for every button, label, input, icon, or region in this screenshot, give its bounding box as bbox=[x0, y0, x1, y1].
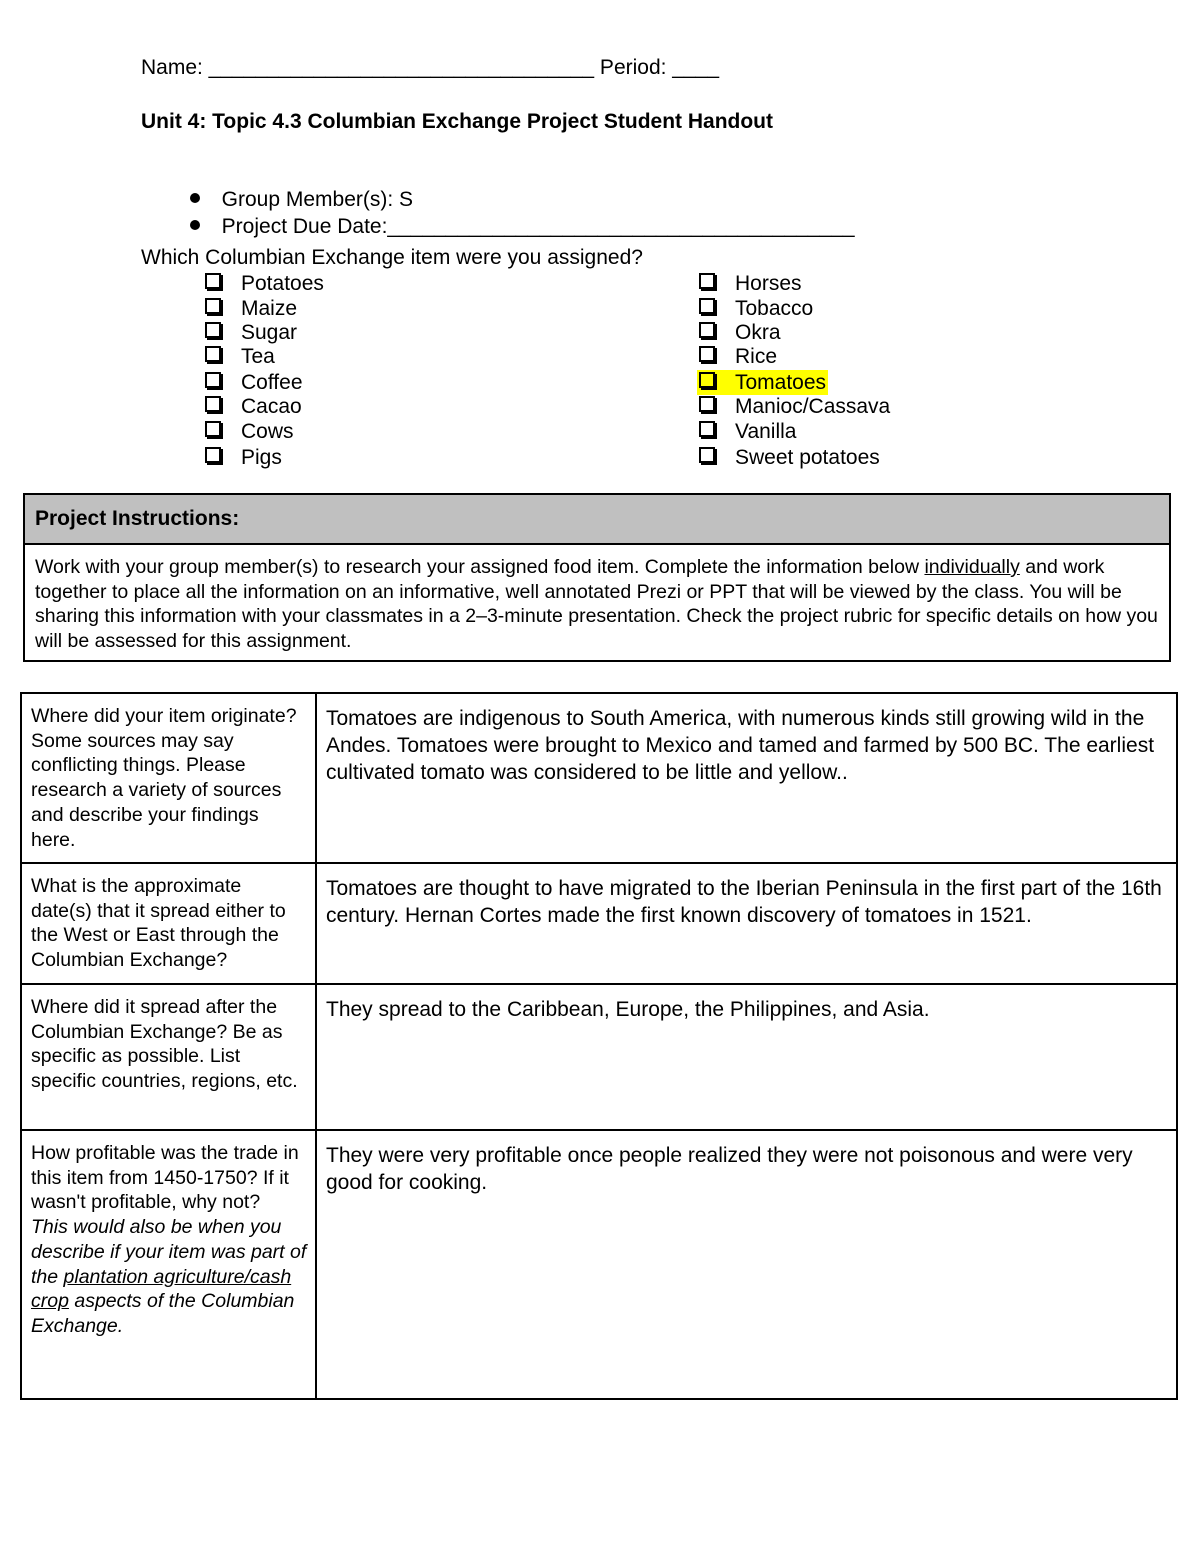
option-label: Tomatoes bbox=[735, 371, 827, 394]
checkbox-icon[interactable] bbox=[205, 273, 221, 289]
bullet-due-date bbox=[178, 191, 855, 239]
profitability-question-text: How profitable was the trade in this item from 1450-1750? If it wasn't profitable, why not? bbox=[31, 1142, 299, 1214]
answer-spread-where[interactable]: They spread to the Caribbean, Europe, the Philippines, and Asia. bbox=[316, 984, 1177, 1130]
option-label: Sugar bbox=[241, 321, 298, 344]
option-label: Horses bbox=[735, 272, 802, 295]
option-label: Tobacco bbox=[735, 297, 814, 320]
instructions-text-2: and work together to place all the information on an informative, well annotated Prezi or PPT that will be viewed by the class. You will be sharing this information with your classmates in a 2–3-minute presentation. Check the project rubric for specific details on how you will be assessed for this assignment. bbox=[35, 556, 1158, 652]
answer-profitability[interactable]: They were very profitable once people realized they were not poisonous and were very good for cooking. bbox=[316, 1130, 1177, 1399]
option-maize[interactable] bbox=[205, 296, 297, 321]
answer-spread-date[interactable]: Tomatoes are thought to have migrated to the Iberian Peninsula in the first part of the 16th century. Hernan Cortes made the first known discovery of tomatoes in 1521. bbox=[316, 863, 1177, 984]
checkbox-icon[interactable] bbox=[699, 346, 715, 362]
checkbox-icon[interactable] bbox=[699, 421, 715, 437]
question-profitability bbox=[21, 1130, 316, 1399]
option-rice[interactable] bbox=[699, 344, 777, 369]
instructions-individually: individually bbox=[924, 556, 1020, 578]
name-period-line: Name: _________________________________ Period: ____ bbox=[141, 56, 720, 79]
option-tobacco[interactable] bbox=[699, 296, 813, 321]
option-coffee[interactable] bbox=[205, 370, 303, 395]
question-spread-where: Where did it spread after the Columbian Exchange? Be as specific as possible. List specific countries, regions, etc. bbox=[21, 984, 316, 1130]
question-spread-date: What is the approximate date(s) that it spread either to the West or East through the Columbian Exchange? bbox=[21, 863, 316, 984]
bullet-dot-icon bbox=[190, 220, 200, 230]
instructions-heading: Project Instructions: bbox=[25, 495, 1169, 545]
option-label: Tea bbox=[241, 345, 275, 368]
checkbox-icon[interactable] bbox=[205, 346, 221, 362]
option-cacao[interactable] bbox=[205, 394, 302, 419]
checkbox-icon[interactable] bbox=[205, 372, 221, 388]
option-label: Sweet potatoes bbox=[735, 446, 880, 469]
option-sweet-potatoes[interactable] bbox=[699, 445, 880, 470]
checkbox-icon[interactable] bbox=[699, 298, 715, 314]
option-cows[interactable] bbox=[205, 419, 294, 444]
option-okra[interactable] bbox=[699, 320, 781, 345]
checkbox-icon[interactable] bbox=[699, 396, 715, 412]
option-label: Manioc/Cassava bbox=[735, 395, 891, 418]
checkbox-icon[interactable] bbox=[699, 372, 715, 388]
option-label: Cows bbox=[241, 420, 294, 443]
profitability-note-link: plantation agriculture/cash crop bbox=[31, 1265, 292, 1313]
option-label: Maize bbox=[241, 297, 298, 320]
checkbox-icon[interactable] bbox=[205, 322, 221, 338]
instructions-body bbox=[25, 545, 1169, 653]
option-label: Cacao bbox=[241, 395, 302, 418]
profitability-note-1: This would also be when you describe if your item was part of the bbox=[31, 1216, 307, 1288]
table-row bbox=[21, 984, 1177, 1130]
qa-table bbox=[20, 692, 1178, 1400]
option-pigs[interactable] bbox=[205, 445, 282, 470]
option-potatoes[interactable] bbox=[205, 271, 324, 296]
checkbox-icon[interactable] bbox=[205, 421, 221, 437]
checkbox-icon[interactable] bbox=[699, 322, 715, 338]
due-date-text: Project Due Date:________________________________________ bbox=[221, 215, 855, 238]
answer-origin[interactable]: Tomatoes are indigenous to South America, with numerous kinds still growing wild in the Andes. Tomatoes were brought to Mexico and tamed and farmed by 500 BC. The earliest cultivated tomato was considered to be little and yellow.. bbox=[316, 693, 1177, 863]
option-vanilla[interactable] bbox=[699, 419, 796, 444]
option-manioc-cassava[interactable] bbox=[699, 394, 890, 419]
checkbox-icon[interactable] bbox=[699, 273, 715, 289]
option-tea[interactable] bbox=[205, 344, 275, 369]
instructions-box bbox=[23, 493, 1171, 662]
option-label: Potatoes bbox=[241, 272, 324, 295]
option-label: Rice bbox=[735, 345, 778, 368]
document-title: Unit 4: Topic 4.3 Columbian Exchange Project Student Handout bbox=[141, 110, 773, 133]
table-row bbox=[21, 863, 1177, 984]
option-label: Vanilla bbox=[735, 420, 797, 443]
checkbox-icon[interactable] bbox=[205, 298, 221, 314]
group-members-text: Group Member(s): S bbox=[221, 188, 414, 211]
instructions-text-1: Work with your group member(s) to research your assigned food item. Complete the information below bbox=[35, 556, 925, 578]
checkbox-icon[interactable] bbox=[699, 447, 715, 463]
table-row bbox=[21, 1130, 1177, 1399]
profitability-note-2: aspects of the Columbian Exchange. bbox=[31, 1290, 295, 1337]
checkbox-icon[interactable] bbox=[205, 396, 221, 412]
assignment-question: Which Columbian Exchange item were you assigned? bbox=[141, 246, 643, 269]
option-sugar[interactable] bbox=[205, 320, 297, 345]
table-row bbox=[21, 693, 1177, 863]
option-label: Coffee bbox=[241, 371, 303, 394]
option-label: Pigs bbox=[241, 446, 282, 469]
option-label: Okra bbox=[735, 321, 781, 344]
option-tomatoes-highlighted[interactable] bbox=[697, 370, 828, 395]
option-horses[interactable] bbox=[699, 271, 802, 296]
question-origin: Where did your item originate? Some sources may say conflicting things. Please research a variety of sources and describe your findings here. bbox=[21, 693, 316, 863]
checkbox-icon[interactable] bbox=[205, 447, 221, 463]
